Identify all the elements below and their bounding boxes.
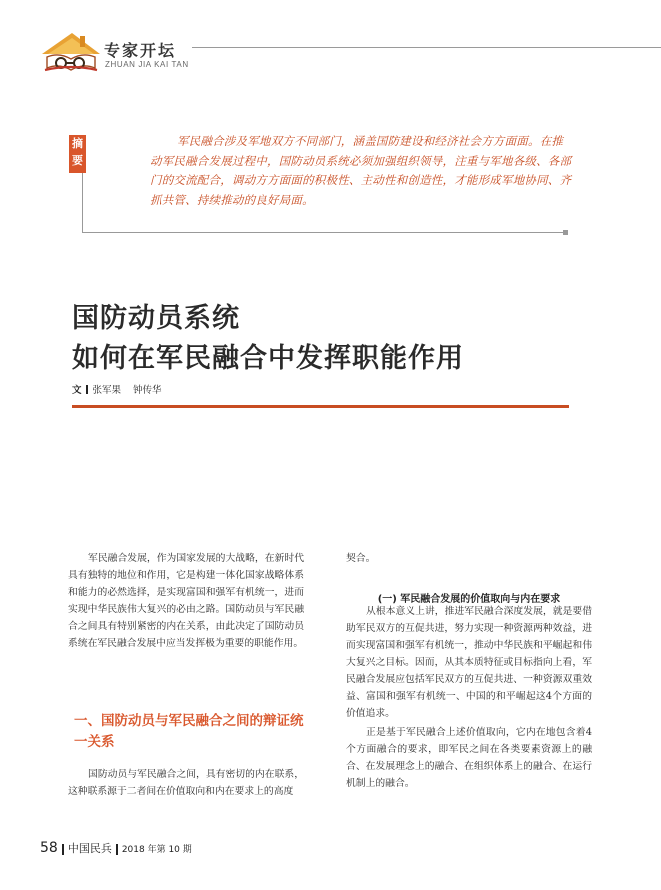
abstract-horizontal-rule (82, 232, 566, 233)
byline (72, 382, 162, 396)
footer-separator (62, 844, 64, 855)
author-name: 张军果 (92, 385, 122, 396)
section-heading: 一、国防动员与军民融合之间的辩证统一关系 (74, 713, 304, 750)
footer-separator (116, 844, 118, 855)
page-number: 58 (40, 840, 58, 856)
title-underline (72, 405, 569, 408)
body-paragraph: 军民融合发展，作为国家发展的大战略，在新时代具有独特的地位和作用，它是构建一体化国家战略体系和能力的必然选择，是实现富国和强军有机统一，进而实现中华民族伟大复兴的必由之路。国防动员与军民融合之间具有特别紧密的内在关系，由此决定了国防动员系统在军民融合发展中应当发挥极为重要的职能作用。 (68, 553, 304, 649)
byline-prefix: 文 (72, 385, 82, 396)
body-paragraph-continuation: 契合。 (346, 553, 376, 564)
subsection-heading: (一) 军民融合发展的价值取向与内在要求 (377, 594, 561, 605)
body-paragraph: 国防动员与军民融合之间，具有密切的内在联系，这种联系源于二者间在价值取向和内在要求上的高度 (68, 769, 304, 797)
article-title-line-1: 国防动员系统 (72, 303, 240, 334)
header-divider (192, 47, 661, 48)
abstract-tag-char-2: 要 (72, 154, 83, 167)
column-title: 专家开坛 (104, 41, 177, 60)
abstract-tag (69, 135, 86, 173)
issue-info: 2018 年第 10 期 (121, 845, 192, 855)
byline-separator (86, 385, 88, 394)
magazine-name: 中国民兵 (67, 842, 112, 855)
page-footer (40, 840, 192, 856)
abstract-text: 军民融合涉及军地双方不同部门，涵盖国防建设和经济社会方方面面。在推动军民融合发展过程中，国防动员系统必须加强组织领导，注重与军地各级、各部门的交流配合，调动方方面面的积极性、主动性和创造性，才能形成军地协同、齐抓共管、持续推动的良好局面。 (150, 134, 572, 207)
author-name: 钟传华 (133, 385, 162, 396)
open-book-roof-icon (40, 30, 102, 76)
body-paragraph: 从根本意义上讲，推进军民融合深度发展，就是要借助军民双方的互促共进，努力实现一种资源两种效益，进而实现富国和强军有机统一，推动中华民族和平崛起和伟大复兴之目标。因而，从其本质特征或目标指向上看，军民融合发展应包括军民双方的互促共进、一种资源双重效益、富国和强军有机统一、中国的和平崛起这4个方面的价值追求。 (346, 606, 592, 719)
abstract-rule-end-marker (563, 230, 568, 235)
article-title-line-2: 如何在军民融合中发挥职能作用 (72, 343, 464, 374)
abstract-tag-char-1: 摘 (72, 137, 83, 150)
column-pinyin: ZHUAN JIA KAI TAN (105, 60, 189, 69)
body-paragraph: 正是基于军民融合上述价值取向，它内在地包含着4个方面融合的要求，即军民之间在各类要素资源上的融合、在发展理念上的融合、在组织体系上的融合、在运行机制上的融合。 (346, 727, 592, 789)
